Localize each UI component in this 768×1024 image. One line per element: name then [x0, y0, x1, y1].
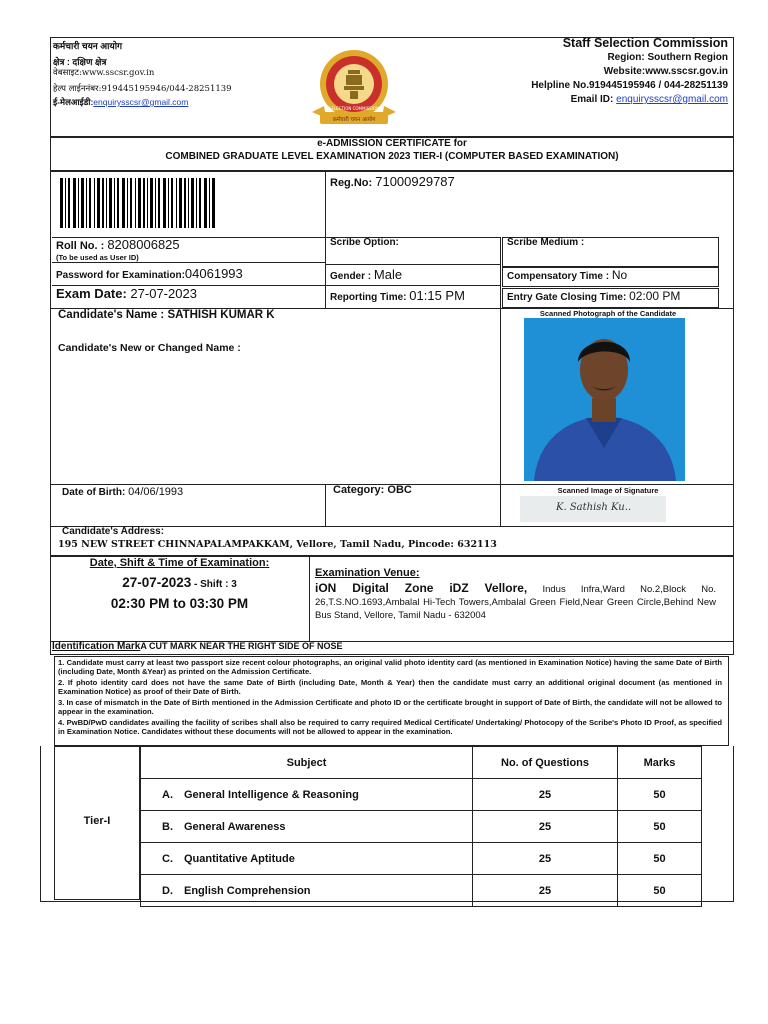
subject-letter: C.	[162, 852, 173, 865]
table-row	[141, 875, 702, 907]
subject-letter: B.	[162, 820, 173, 833]
exam-day: 27-07-2023	[122, 575, 192, 590]
venue-name: iON Digital Zone iDZ Vellore,	[315, 581, 528, 595]
header-marks: Marks	[618, 747, 702, 779]
category	[333, 484, 412, 496]
divider	[500, 237, 501, 526]
address-label: Candidate's Address:	[62, 526, 165, 537]
table-row	[141, 811, 702, 843]
exam-date-shift	[50, 575, 309, 590]
subject-marks: 50	[618, 875, 702, 907]
certificate-title-line1: e-ADMISSION CERTIFICATE for	[317, 138, 467, 149]
scribe-option-label: Scribe Option:	[330, 237, 399, 248]
hindi-region: क्षेत्र : दक्षिण क्षेत्र	[53, 57, 107, 67]
subject-name: English Comprehension	[184, 884, 311, 897]
subject-questions: 25	[473, 811, 618, 843]
subject-marks: 50	[618, 843, 702, 875]
signature-text: K. Sathish Ku..	[556, 502, 632, 513]
password-label: Password for Examination:	[56, 270, 185, 281]
subject-letter: D.	[162, 884, 173, 897]
ssc-emblem-logo	[304, 46, 404, 131]
exam-date	[56, 286, 197, 301]
exam-date-label: Exam Date:	[56, 286, 131, 301]
table-row	[141, 779, 702, 811]
barcode-image	[60, 178, 216, 228]
compensatory-time-value: No	[611, 268, 628, 282]
hindi-website: वेबसाइट:www.sscsr.gov.in	[53, 68, 155, 78]
gate-closing-label: Entry Gate Closing Time:	[507, 292, 630, 303]
reporting-time	[330, 288, 465, 303]
divider	[309, 556, 310, 642]
subject-questions: 25	[473, 779, 618, 811]
instructions-list	[58, 658, 722, 738]
hindi-helpline: हेल्प लाईननंबर:919445195946/044-28251139	[53, 84, 232, 94]
password-value: 04061993	[184, 266, 243, 281]
hindi-email-line	[53, 97, 188, 108]
exam-time: 02:30 PM to 03:30 PM	[110, 596, 249, 611]
certificate-title-line2: COMBINED GRADUATE LEVEL EXAMINATION 2023 TIER-I (COMPUTER BASED EXAMINATION)	[165, 151, 619, 162]
venue-label: Examination Venue:	[315, 567, 420, 579]
scribe-medium-label: Scribe Medium :	[507, 237, 585, 248]
subject-questions: 25	[473, 843, 618, 875]
new-name-label: Candidate's New or Changed Name :	[58, 342, 241, 354]
candidate-name-label: Candidate's Name :	[58, 309, 168, 321]
signature-image	[520, 496, 666, 522]
date-shift-time-label-text: Date, Shift & Time of Examination	[89, 557, 266, 569]
gate-closing-time	[507, 289, 680, 303]
gate-closing-value: 02:00 PM	[629, 289, 681, 303]
roll-no-label: Roll No. :	[56, 240, 108, 252]
venue-address: Indus Infra,Ward No.2,Block No. 26,T.S.NO.1693,Ambalal Hi-Tech Towers,Ambalal Green Field,Near Green Circle,Behind New Bus Stand, Vellore, Tamil Nadu - 632004	[315, 584, 716, 621]
exam-shift: - Shift : 3	[191, 579, 237, 590]
subject-table	[140, 746, 702, 907]
org-helpline: Helpline No.919445195946 / 044-28251139	[531, 80, 728, 91]
instruction-item: 1. Candidate must carry at least two passport size recent colour photographs, an original valid photo identity card (as mentioned in Examination Notice) having the same Date of Birth (including Date, Month &Year) as printed on the Admission Certificate.	[58, 658, 722, 676]
org-title: Staff Selection Commission	[562, 36, 728, 50]
compensatory-time	[507, 268, 627, 282]
subject-name-cell	[141, 843, 473, 875]
dob-value: 04/06/1993	[128, 486, 184, 498]
roll-no-note: (To be used as User ID)	[56, 253, 139, 262]
hindi-org-name: कर्मचारी चयन आयोग	[53, 41, 123, 51]
date-of-birth	[62, 486, 183, 498]
org-email-line	[571, 94, 728, 105]
barcode-svg	[60, 178, 216, 228]
subject-name-cell	[141, 779, 473, 811]
photo-label: Scanned Photograph of the Candidate	[539, 309, 677, 318]
category-label: Category:	[333, 484, 388, 496]
org-region: Region: Southern Region	[607, 52, 728, 63]
compensatory-time-label: Compensatory Time :	[507, 271, 612, 282]
divider	[52, 262, 325, 263]
roll-no-value: 8208006825	[107, 237, 180, 252]
identification-label: Identification Mark	[52, 641, 141, 652]
subject-marks: 50	[618, 811, 702, 843]
subject-name: General Intelligence & Reasoning	[184, 788, 359, 801]
hindi-email-link[interactable]: enquirysscsr@gmail.com	[93, 97, 189, 107]
divider	[325, 264, 500, 265]
dob-label: Date of Birth:	[62, 487, 129, 498]
subject-table-header	[141, 747, 702, 779]
subject-letter: A.	[162, 788, 173, 801]
header-subject: Subject	[141, 747, 473, 779]
category-value: OBC	[387, 484, 412, 496]
subject-questions: 25	[473, 875, 618, 907]
divider	[325, 285, 500, 286]
subject-marks: 50	[618, 779, 702, 811]
subject-name-cell	[141, 875, 473, 907]
reporting-time-label: Reporting Time:	[330, 292, 410, 303]
hindi-email-label: ई-मेलआईडी:	[53, 97, 94, 107]
date-shift-time-label: Date, Shift & Time of Examination:	[89, 557, 270, 569]
subject-name: Quantitative Aptitude	[184, 852, 295, 865]
gender-value: Male	[373, 267, 403, 282]
instruction-item: 3. In case of mismatch in the Date of Birth mentioned in the Admission Certificate and photo ID or the certificate brought in support of Date of Birth, the candidate will not be allowed to appear in the examination.	[58, 698, 722, 716]
table-row	[141, 843, 702, 875]
tier-label: Tier-I	[83, 815, 111, 827]
exam-date-value: 27-07-2023	[130, 286, 197, 301]
emblem-ribbon-text: कर्मचारी चयन आयोग	[332, 117, 376, 123]
instruction-item: 4. PwBD/PwD candidates availing the facility of scribes shall also be required to carry required Medical Certificate/ Undertaking/ Photocopy of the Scribe's Photo ID Proof, as specified in Examination Notice. Candidates without these documents will not be allowed to appear in the examination.	[58, 718, 722, 736]
org-website: Website:www.sscsr.gov.in	[603, 66, 728, 77]
candidate-name	[58, 309, 275, 321]
reg-no-value: 71000929787	[375, 174, 455, 189]
address-value: 195 NEW STREET CHINNAPALAMPAKKAM, Vellore, Tamil Nadu, Pincode: 632113	[58, 539, 497, 550]
reg-no	[330, 174, 455, 189]
venue-label-text: Examination Venue	[315, 567, 416, 579]
divider	[325, 484, 326, 526]
divider	[325, 171, 326, 308]
reporting-time-value: 01:15 PM	[409, 288, 465, 303]
subject-name-cell	[141, 811, 473, 843]
password	[56, 266, 243, 281]
candidate-name-value: SATHISH KUMAR K	[167, 309, 275, 321]
candidate-photo	[524, 318, 685, 481]
instruction-item: 2. If photo identity card does not have the same Date of Birth (including Date, Month & Year) then the candidate must carry an additional original document (as mentioned in Examination Notice) as proof of their Date of Birth.	[58, 678, 722, 696]
venue-block	[315, 582, 716, 622]
gender-label: Gender :	[330, 271, 374, 282]
org-email-label: Email ID:	[570, 94, 617, 105]
org-email-link[interactable]: enquirysscsr@gmail.com	[616, 94, 728, 105]
identification-mark	[52, 641, 343, 652]
signature-label: Scanned Image of Signature	[557, 486, 659, 495]
gender	[330, 267, 402, 282]
roll-no	[56, 237, 180, 252]
identification-value: A CUT MARK NEAR THE RIGHT SIDE OF NOSE	[140, 641, 343, 651]
header-questions: No. of Questions	[473, 747, 618, 779]
reg-no-label: Reg.No:	[330, 177, 376, 189]
emblem-ring-text: SELECTION COMMISSION	[328, 106, 380, 111]
subject-name: General Awareness	[184, 820, 286, 833]
